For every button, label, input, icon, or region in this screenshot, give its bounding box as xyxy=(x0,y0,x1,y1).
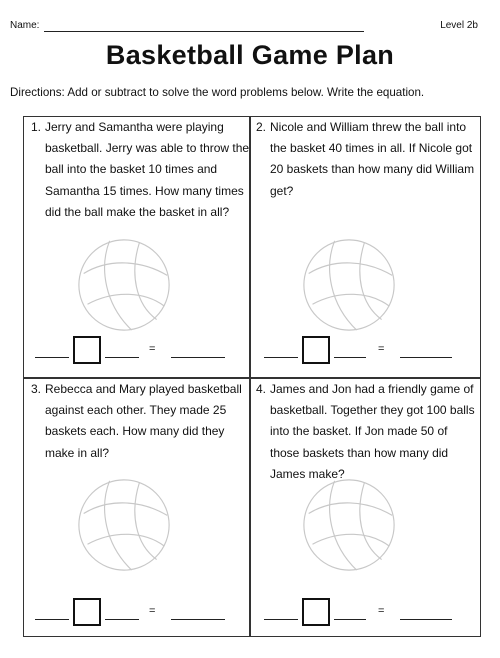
basketball-icon xyxy=(301,237,397,333)
answer-blank[interactable] xyxy=(334,619,366,620)
equals-sign: = xyxy=(378,343,385,355)
problem-card-3 xyxy=(31,379,257,639)
equals-sign: = xyxy=(378,605,385,617)
page-title: Basketball Game Plan xyxy=(105,40,395,70)
equals-sign: = xyxy=(149,343,156,355)
answer-blank[interactable] xyxy=(35,357,69,358)
basketball-icon xyxy=(301,477,397,573)
problem-text-2: 2. Nicole and William threw the ball into the basket 40 times in all. If Nicole got 20 baskets than how many did William get? xyxy=(256,120,475,198)
directions: Directions: Add or subtract to solve the word problems below. Write the equation. xyxy=(10,86,425,99)
problem-card-4 xyxy=(256,379,482,639)
answer-blank[interactable] xyxy=(105,619,139,620)
answer-blank[interactable] xyxy=(400,619,452,620)
problem-card-2 xyxy=(256,117,482,377)
problem-text-3: 3. Rebecca and Mary played basketball against each other. They made 25 baskets each. How many did they make in all? xyxy=(31,382,242,460)
operator-box[interactable] xyxy=(73,336,101,364)
operator-box[interactable] xyxy=(302,598,330,626)
equation-row-1 xyxy=(31,335,257,367)
name-label: Name: xyxy=(10,20,40,31)
answer-blank[interactable] xyxy=(264,357,298,358)
answer-blank[interactable] xyxy=(171,619,225,620)
answer-blank[interactable] xyxy=(171,357,225,358)
operator-box[interactable] xyxy=(302,336,330,364)
equation-row-3 xyxy=(31,597,257,629)
basketball-icon xyxy=(76,237,172,333)
answer-blank[interactable] xyxy=(264,619,298,620)
problem-text-1: 1. Jerry and Samantha were playing basketball. Jerry was able to throw the ball into the basket 10 times and Samantha 15 times. How many times did the ball make the basket in all? xyxy=(31,120,250,219)
equation-row-4 xyxy=(256,597,482,629)
answer-blank[interactable] xyxy=(105,357,139,358)
problem-card-1 xyxy=(31,117,257,377)
operator-box[interactable] xyxy=(73,598,101,626)
problem-text-4: 4. James and Jon had a friendly game of basketball. Together they got 100 balls into the basket. If Jon made 50 of those baskets than how many did James make? xyxy=(256,382,475,481)
answer-blank[interactable] xyxy=(400,357,452,358)
level-label: Level 2b xyxy=(440,20,478,31)
basketball-icon xyxy=(76,477,172,573)
answer-blank[interactable] xyxy=(35,619,69,620)
equals-sign: = xyxy=(149,605,156,617)
name-line[interactable] xyxy=(44,31,364,32)
equation-row-2 xyxy=(256,335,482,367)
answer-blank[interactable] xyxy=(334,357,366,358)
